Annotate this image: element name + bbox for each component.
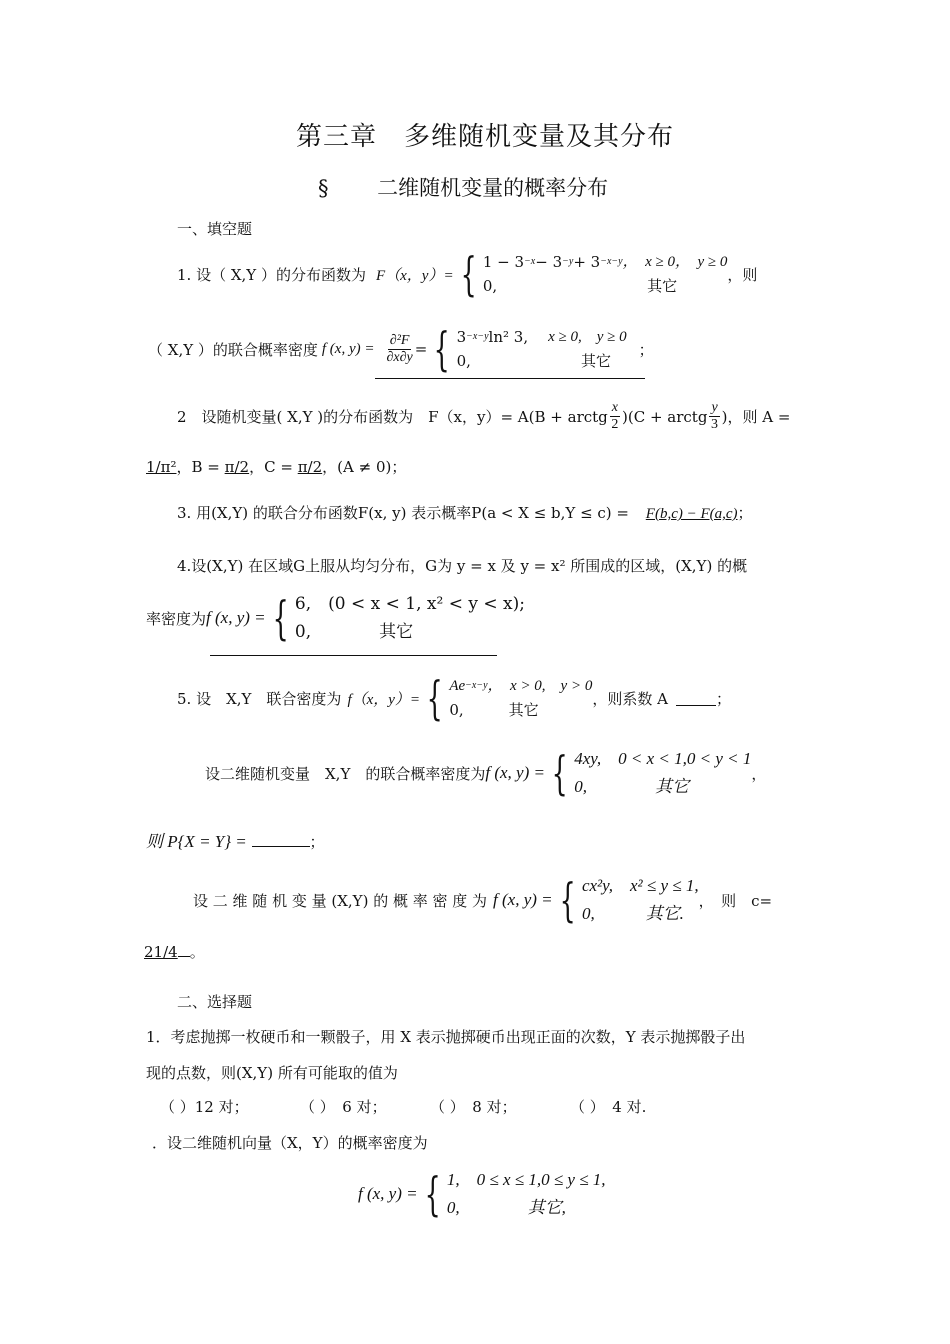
q2-frac2-num: y	[711, 400, 718, 415]
c2-line1: ．设二维随机向量（X，Y）的概率密度为	[152, 1134, 428, 1152]
q1-case1-mid: − 3	[535, 253, 563, 271]
q2-text: 2 设随机变量( X,Y )的分布函数为 F（x，y）= A(B + arctg	[177, 408, 608, 426]
q1-func: F（x，y）=	[375, 267, 454, 284]
q1-ans-ln: ln² 3,	[488, 328, 529, 346]
q6-prefix: 设二维随机变量 X,Y 的联合概率密度为	[205, 764, 486, 783]
part1-heading: 一、填空题	[177, 220, 253, 238]
part2-heading: 二、选择题	[177, 993, 253, 1011]
q1-case2	[483, 274, 728, 298]
q2-answer-b: π/2	[224, 458, 250, 476]
q6-line2	[146, 827, 325, 852]
q2-b-label: ，B =	[176, 458, 220, 476]
q7-blank-tail	[178, 942, 190, 957]
q4-prefix: 率密度为	[146, 609, 207, 628]
q5-case1-cond: ， x > 0, y > 0	[487, 678, 593, 694]
q2-frac2-den: 3	[711, 417, 719, 432]
q4-line1: 4.设(X,Y) 在区域G上服从均匀分布，G为 y = x 及 y = x² 所围成的区域，(X,Y) 的概	[177, 557, 748, 575]
q7-case2: 0, 其它.	[581, 904, 684, 923]
q2-suffix: )，则 A =	[721, 408, 791, 426]
q1-partial-fraction	[387, 333, 413, 366]
q1-line2	[148, 322, 654, 376]
q3-end: ；	[737, 504, 753, 522]
q5-brace: {	[426, 671, 443, 725]
q1-case1-expr: 1 − 3	[482, 253, 525, 271]
c1-options	[160, 1096, 720, 1117]
q2-frac1	[610, 400, 620, 433]
q5-case1	[449, 674, 592, 698]
c1-option-2[interactable]: （ ） 6 对；	[300, 1098, 387, 1116]
q6-prob: 则 P{X = Y} =	[146, 832, 247, 851]
c1-line2: 现的点数，则(X,Y) 所有可能取的值为	[146, 1064, 398, 1082]
q7-cases	[582, 872, 699, 928]
q5-end: ；	[715, 689, 731, 708]
q5-blank	[676, 691, 716, 706]
q1-case1-cond: ， x ≥ 0， y ≥ 0	[622, 254, 728, 270]
q2-mid: )(C + arctg	[622, 407, 708, 426]
q7-brace: {	[559, 873, 576, 927]
q4-brace: {	[272, 591, 289, 645]
q1-brace: {	[460, 247, 477, 301]
q3-line	[177, 502, 753, 523]
c1-option-3[interactable]: （ ） 8 对；	[430, 1098, 517, 1116]
q2-tail: ，(A ≠ 0)；	[322, 458, 407, 476]
q1-ans-base: 3	[456, 328, 467, 346]
q1-density-f: f (x, y) =	[321, 340, 375, 357]
c2-case2: 0, 其它,	[446, 1198, 566, 1217]
q1-frac-den: ∂x∂y	[386, 349, 413, 365]
q7-line2	[144, 941, 205, 962]
q1-case2-cond: 其它	[647, 277, 678, 295]
q5-case2: 0, 其它	[449, 701, 539, 719]
q3-answer: F(b,c) − F(a,c)	[645, 506, 738, 522]
c1-option-1[interactable]: （ ）12 对；	[160, 1098, 249, 1116]
q7-case1: cx²y, x² ≤ y ≤ 1,	[581, 876, 699, 895]
q6-end: ；	[309, 833, 325, 851]
q1-prefix: 1. 设（ X,Y ）的分布函数为	[177, 265, 366, 284]
q6-blank	[252, 832, 310, 847]
c2-formula	[358, 1166, 606, 1222]
q5-line	[177, 671, 731, 725]
q2-frac2	[709, 400, 719, 433]
q1-frac-num: ∂²F	[389, 332, 410, 348]
q5-case1-exp: −x−y	[465, 680, 488, 691]
q1-case2-expr: 0,	[482, 277, 498, 295]
c2-case1: 1, 0 ≤ x ≤ 1,0 ≤ y ≤ 1,	[446, 1170, 606, 1189]
q2-c-label: ，C =	[249, 458, 293, 476]
q1-ans-case1	[457, 325, 627, 349]
q1-case1-exp2: −y	[562, 256, 574, 267]
q7-end: 。	[189, 943, 205, 961]
section-title: § 二维随机变量的概率分布	[318, 176, 609, 200]
q5-suffix: ，则系数 A	[592, 689, 668, 708]
q1-cases	[483, 250, 728, 298]
q3-text: 3. 用(X,Y) 的联合分布函数F(x, y) 表示概率P(a < X ≤ b,Y ≤ c) =	[177, 504, 629, 522]
c2-cases	[447, 1166, 606, 1222]
q1-line1	[177, 247, 758, 301]
q1-case1-exp3: −x−y	[600, 256, 623, 267]
chapter-title: 第三章 多维随机变量及其分布	[296, 122, 675, 152]
q1-ans-exp: −x−y	[466, 331, 489, 342]
q2-frac1-num: x	[611, 400, 618, 415]
q4-line2	[146, 590, 525, 646]
q7-answer: 21/4	[144, 943, 178, 961]
q7-suffix: ， 则 c=	[698, 891, 773, 910]
q1-answer-underline	[375, 378, 645, 379]
c2-func: f (x, y) =	[358, 1184, 418, 1203]
q5-cases	[449, 674, 592, 722]
q1-ans-brace: {	[433, 322, 451, 376]
q1-suffix: ，则	[727, 265, 758, 284]
q7-line1	[193, 872, 772, 928]
q5-prefix: 5. 设 X,Y 联合密度为	[177, 689, 342, 708]
q7-prefix: 设 二 维 随 机 变 量 (X,Y) 的 概 率 密 度 为	[193, 891, 488, 910]
q4-cases	[295, 590, 525, 646]
q2-answer-c: π/2	[297, 458, 323, 476]
q4-answer-underline	[210, 655, 497, 656]
q1-ans-zero: 0,	[456, 352, 471, 370]
q5-case1-expr: Ae	[449, 678, 466, 694]
q6-comma: ，	[751, 764, 767, 783]
q1-eq: =	[414, 340, 428, 358]
q1-line2-prefix: （ X,Y ）的联合概率密度	[148, 340, 318, 359]
q1-case1-exp1: −x	[524, 256, 536, 267]
c2-brace: {	[424, 1167, 441, 1221]
q1-ans-cond2: 其它	[580, 352, 611, 370]
q1-end: ；	[638, 340, 654, 359]
q6-cases	[574, 745, 751, 801]
q6-func: f (x, y) =	[485, 763, 545, 782]
q1-case1-end: + 3	[573, 253, 601, 271]
q2-line1	[177, 400, 790, 433]
q1-ans-case2	[457, 349, 627, 373]
q5-func: f（x，y）=	[347, 691, 421, 708]
c1-option-4[interactable]: （ ） 4 对.	[570, 1098, 647, 1116]
q2-frac1-den: 2	[611, 417, 619, 432]
q2-line2	[146, 456, 406, 477]
q4-func: f (x, y) =	[206, 608, 266, 627]
q1-ans-cases	[457, 325, 627, 373]
q6-case2: 0, 其它	[574, 777, 689, 796]
q2-answer-a: 1/π²	[146, 458, 177, 476]
q1-ans-cond: x ≥ 0, y ≥ 0	[548, 329, 627, 345]
q6-case1: 4xy, 0 < x < 1,0 < y < 1	[574, 749, 752, 768]
q6-brace: {	[551, 746, 568, 800]
q7-func: f (x, y) =	[493, 890, 553, 909]
q4-case2: 0, 其它	[294, 622, 414, 642]
c1-line1: 1．考虑抛掷一枚硬币和一颗骰子，用 X 表示抛掷硬币出现正面的次数，Y 表示抛掷骰子出	[146, 1028, 746, 1046]
q1-case1	[483, 250, 728, 274]
q4-case1: 6, (0 < x < 1, x² < y < x);	[294, 594, 525, 614]
q6-line1	[205, 745, 766, 801]
